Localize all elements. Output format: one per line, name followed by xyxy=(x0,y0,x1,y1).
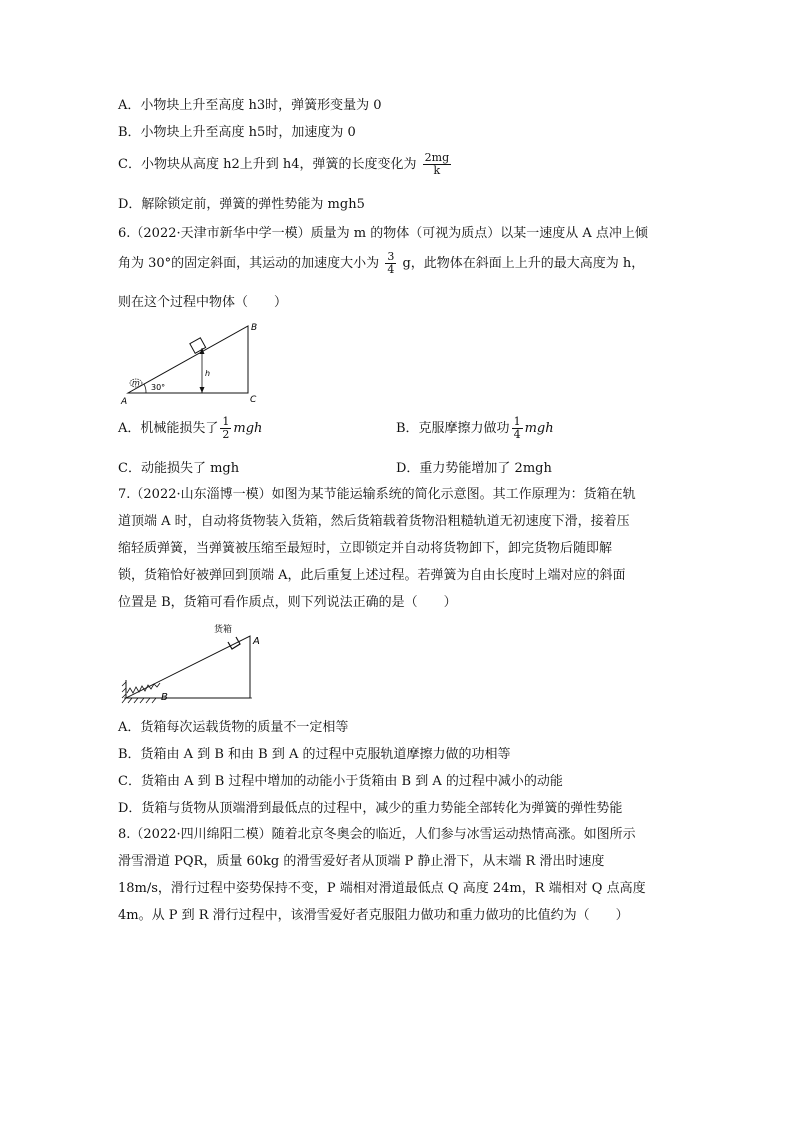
q6-option-b-expr: mgh xyxy=(524,421,554,436)
q6-stem-text: g，此物体在斜面上上升的最大高度为 h， xyxy=(402,256,645,271)
q6-option-a xyxy=(118,412,262,446)
label-B: B xyxy=(251,323,258,333)
q6-stem-line-1: 6.（2022·天津市新华中学一模）质量为 m 的物体（可视为质点）以某一速度从 A 点冲上倾 xyxy=(118,226,648,241)
q6-option-a-fraction xyxy=(220,416,231,441)
q8-stem-line-1: 8.（2022·四川绵阳二模）随着北京冬奥会的临近，人们参与冰雪运动热情高涨。如图所示 xyxy=(118,827,636,842)
q5-option-c-fraction xyxy=(423,152,451,177)
label-C: C xyxy=(250,395,257,405)
q8-stem-line-2: 滑雪滑道 PQR，质量 60kg 的滑雪爱好者从顶端 P 静止滑下，从末端 R 滑出时速度 xyxy=(118,854,605,869)
label-h: h xyxy=(205,369,211,378)
label-cargo-box: 货箱 xyxy=(214,625,233,635)
q7-option-a: A．货箱每次运载货物的质量不一定相等 xyxy=(118,720,349,735)
q6-stem-line-2 xyxy=(118,249,644,279)
fraction-denominator: 4 xyxy=(387,263,395,276)
q6-acceleration-fraction xyxy=(385,251,396,276)
q7-stem-line-5: 位置是 B，货箱可看作质点，则下列说法正确的是（ ） xyxy=(118,595,457,610)
q7-option-c: C．货箱由 A 到 B 过程中增加的动能小于货箱由 B 到 A 的过程中减小的动能 xyxy=(118,774,563,789)
angle-arc xyxy=(144,384,146,393)
q7-option-b: B．货箱由 A 到 B 和由 B 到 A 的过程中克服轨道摩擦力做的功相等 xyxy=(118,747,511,762)
fraction-denominator: k xyxy=(433,164,441,177)
q6-stem-line-3: 则在这个过程中物体（ ） xyxy=(118,295,288,310)
q6-option-b-fraction xyxy=(512,416,523,441)
fraction-numerator: 3 xyxy=(387,250,395,263)
q6-stem-text: 角为 30°的固定斜面，其运动的加速度大小为 xyxy=(118,256,380,271)
q5-option-c xyxy=(118,150,453,180)
label-m: m xyxy=(132,378,140,388)
q6-option-b-text: B．克服摩擦力做功 xyxy=(396,421,510,436)
q5-option-c-text: C．小物块从高度 h2上升到 h4，弹簧的长度变化为 xyxy=(118,157,417,172)
label-angle: 30° xyxy=(151,383,166,392)
incline-track xyxy=(126,636,250,698)
q6-option-c: C．动能损失了 mgh xyxy=(118,461,240,476)
q6-incline-figure xyxy=(118,318,268,408)
q6-option-a-text: A．机械能损失了 xyxy=(118,421,219,436)
fraction-denominator: 4 xyxy=(513,428,521,441)
height-arrow-down xyxy=(200,387,205,393)
q6-option-a-expr: mgh xyxy=(233,421,263,436)
fraction-denominator: 2 xyxy=(222,428,230,441)
q7-track-figure xyxy=(118,620,278,708)
q7-stem-line-3: 缩轻质弹簧，当弹簧被压缩至最短时，立即锁定并自动将货物卸下，卸完货物后随即解 xyxy=(118,541,613,556)
q8-stem-line-3: 18m/s，滑行过程中姿势保持不变，P 端相对滑道最低点 Q 高度 24m，R 端相对 Q 点高度 xyxy=(118,881,646,896)
fraction-numerator: 1 xyxy=(222,415,230,428)
fraction-numerator: 2mg xyxy=(424,151,450,164)
q8-stem-line-4: 4m。从 P 到 R 滑行过程中，该滑雪爱好者克服阻力做功和重力做功的比值约为（ ） xyxy=(118,908,629,923)
q5-option-b: B．小物块上升至高度 h5时，加速度为 0 xyxy=(118,125,356,140)
q5-option-a: A．小物块上升至高度 h3时，弹簧形变量为 0 xyxy=(118,98,382,113)
q7-stem-line-1: 7.（2022·山东淄博一模）如图为某节能运输系统的简化示意图。其工作原理为：货箱在轨 xyxy=(118,487,636,502)
cargo-box-shape xyxy=(228,637,240,649)
q7-stem-line-4: 锁，货箱恰好被弹回到顶端 A，此后重复上述过程。若弹簧为自由长度时上端对应的斜面 xyxy=(118,568,626,583)
label-B: B xyxy=(161,692,168,703)
ground-hatching xyxy=(122,682,252,703)
label-A: A xyxy=(253,636,260,647)
q5-option-d: D．解除锁定前，弹簧的弹性势能为 mgh5 xyxy=(118,197,365,212)
label-A: A xyxy=(121,397,128,407)
q7-stem-line-2: 道顶端 A 时，自动将货物装入货箱，然后货箱载着货物沿粗糙轨道无初速度下滑，接着压 xyxy=(118,514,630,529)
q6-option-b xyxy=(396,412,554,446)
incline-triangle xyxy=(128,326,248,393)
q7-option-d: D．货箱与货物从顶端滑到最低点的过程中，减少的重力势能全部转化为弹簧的弹性势能 xyxy=(118,801,623,816)
spring-shape xyxy=(127,683,160,693)
fraction-numerator: 1 xyxy=(513,415,521,428)
q6-option-d: D．重力势能增加了 2mgh xyxy=(396,461,552,476)
